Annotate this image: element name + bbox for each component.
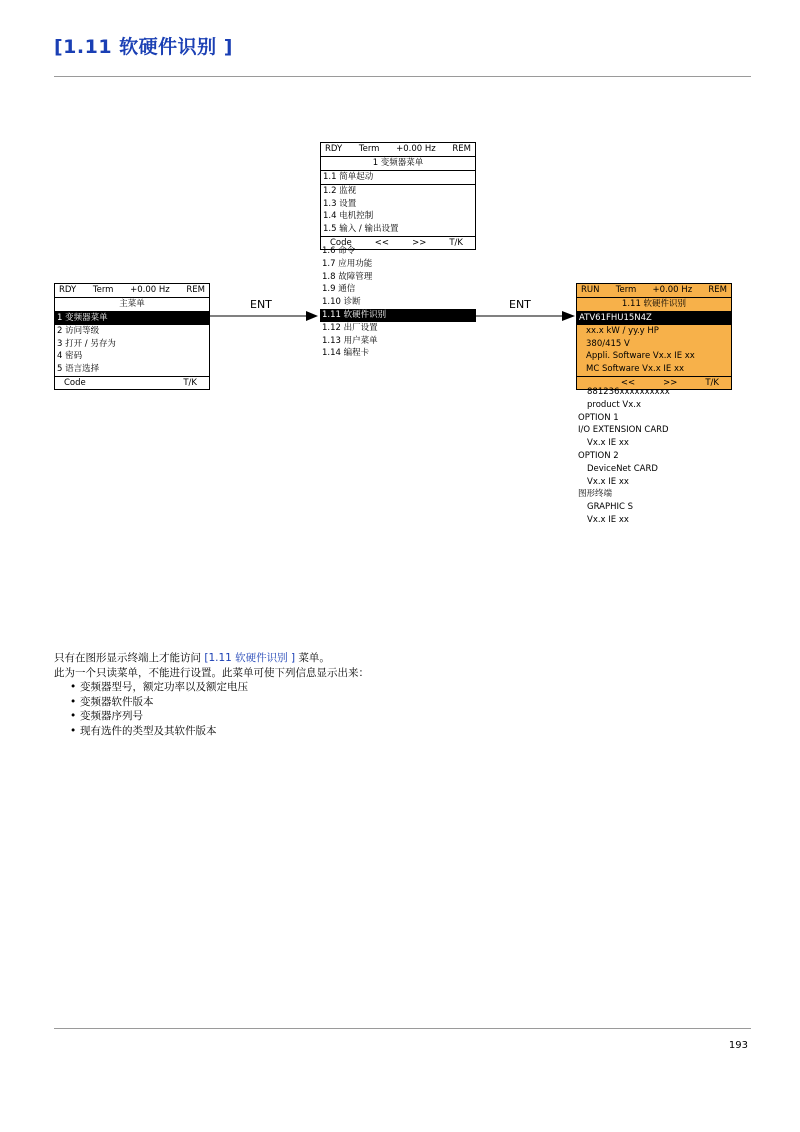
menu-item-command[interactable]: 1.6 命令: [322, 246, 356, 256]
fkey-tk[interactable]: T/K: [705, 377, 719, 388]
option-1-label: OPTION 1: [578, 412, 619, 423]
arrow-head-2: [562, 311, 575, 321]
info-bullet-list: [54, 680, 369, 738]
bullet-item: • 现有选件的类型及其软件版本: [72, 724, 369, 739]
mc-software-version: MC Software Vx.x IE xx: [586, 364, 685, 375]
app-software-version: Appli. Software Vx.x IE xx: [586, 351, 695, 362]
menu-item-diagnostics[interactable]: 1.10 诊断: [322, 297, 361, 308]
menu-item-identification[interactable]: 1.11 软硬件识别: [320, 309, 476, 322]
menu-item-io-config[interactable]: 1.5 输入 / 输出设置: [323, 224, 399, 235]
fkey-next[interactable]: >>: [412, 237, 427, 248]
menu-item-language[interactable]: 5 语言选择: [57, 364, 100, 375]
menu-item-fault-management[interactable]: 1.8 故障管理: [322, 271, 373, 282]
menu-item-app-functions[interactable]: 1.7 应用功能: [322, 258, 373, 269]
panel-title: 1 变频器菜单: [321, 156, 475, 171]
menu-item-simple-start[interactable]: 1.1 简单起动: [321, 171, 475, 185]
status-frequency: +0.00 Hz: [652, 285, 693, 295]
ent-label-2: ENT: [509, 298, 531, 311]
option-2-label: OPTION 2: [578, 450, 619, 461]
description-line-1: [54, 651, 369, 666]
line1-text-after: 菜单。: [295, 652, 330, 664]
graphic-terminal-version: Vx.x IE xx: [587, 514, 629, 525]
status-mode: REM: [186, 285, 205, 295]
page-title: [1.11 软硬件识别 ]: [54, 36, 233, 58]
bottom-divider: [54, 1028, 751, 1029]
menu-item-open-save[interactable]: 3 打开 / 另存为: [57, 338, 116, 349]
option-1-card: I/O EXTENSION CARD: [578, 425, 669, 436]
status-channel: Term: [92, 285, 114, 295]
ent-label-1: ENT: [250, 298, 272, 311]
bullet-item: • 变频器软件版本: [72, 695, 369, 710]
status-frequency: +0.00 Hz: [130, 285, 170, 295]
bullet-item: • 变频器型号，额定功率以及额定电压: [72, 680, 369, 695]
graphic-terminal-type: GRAPHIC S: [587, 502, 634, 513]
serial-number: 881236xxxxxxxxxx: [587, 387, 670, 397]
fkey-code[interactable]: Code: [330, 237, 352, 248]
description-line-2: 此为一个只读菜单，不能进行设置。此菜单可使下列信息显示出来：: [54, 666, 369, 679]
fkey-code[interactable]: Code: [64, 377, 86, 388]
fkey-next[interactable]: >>: [663, 377, 678, 388]
menu-item-communication[interactable]: 1.9 通信: [322, 284, 356, 295]
fkey-prev[interactable]: <<: [374, 237, 390, 248]
menu-item-monitoring[interactable]: 1.2 监视: [323, 185, 357, 196]
fkey-prev[interactable]: <<: [620, 377, 636, 388]
fkey-tk[interactable]: T/K: [449, 237, 463, 248]
status-state: RDY: [325, 144, 343, 154]
status-state: RUN: [581, 285, 600, 295]
menu-item-access-level[interactable]: 2 访问等级: [57, 325, 100, 336]
option-1-version: Vx.x IE xx: [587, 438, 629, 449]
option-2-card: DeviceNet CARD: [587, 463, 658, 474]
menu-item-program-card[interactable]: 1.14 编程卡: [322, 348, 370, 359]
graphic-terminal-label: 图形终端: [578, 489, 613, 500]
panel-title: 主菜单: [55, 297, 209, 312]
arrow-head-1: [306, 311, 318, 321]
page-number: 193: [728, 1040, 748, 1051]
drive-reference[interactable]: ATV61FHU15N4Z: [577, 312, 731, 325]
status-channel: Term: [358, 144, 380, 154]
option-2-version: Vx.x IE xx: [587, 476, 629, 487]
menu-item-motor-control[interactable]: 1.4 电机控制: [323, 211, 374, 222]
menu-item-drive-menu[interactable]: 1 变频器菜单: [55, 312, 209, 325]
status-channel: Term: [615, 285, 637, 295]
panel-title: 1.11 软硬件识别: [577, 297, 731, 312]
fkey-tk[interactable]: T/K: [183, 377, 197, 388]
drive-power-rating: xx.x kW / yy.y HP: [586, 325, 659, 336]
product-version: product Vx.x: [587, 399, 641, 410]
description: [54, 651, 369, 738]
identification-link[interactable]: [1.11 软硬件识别 ]: [204, 652, 296, 664]
menu-item-password[interactable]: 4 密码: [57, 351, 83, 362]
status-state: RDY: [59, 285, 77, 295]
status-mode: REM: [452, 144, 471, 154]
line1-text-before: 只有在图形显示终端上才能访问: [54, 652, 205, 664]
menu-item-factory-settings[interactable]: 1.12 出厂设置: [322, 322, 378, 333]
drive-voltage: 380/415 V: [586, 338, 630, 349]
status-frequency: +0.00 Hz: [396, 144, 436, 154]
status-mode: REM: [708, 285, 727, 295]
bullet-item: • 变频器序列号: [72, 709, 369, 724]
menu-item-user-menu[interactable]: 1.13 用户菜单: [322, 335, 378, 346]
menu-item-settings[interactable]: 1.3 设置: [323, 198, 357, 209]
